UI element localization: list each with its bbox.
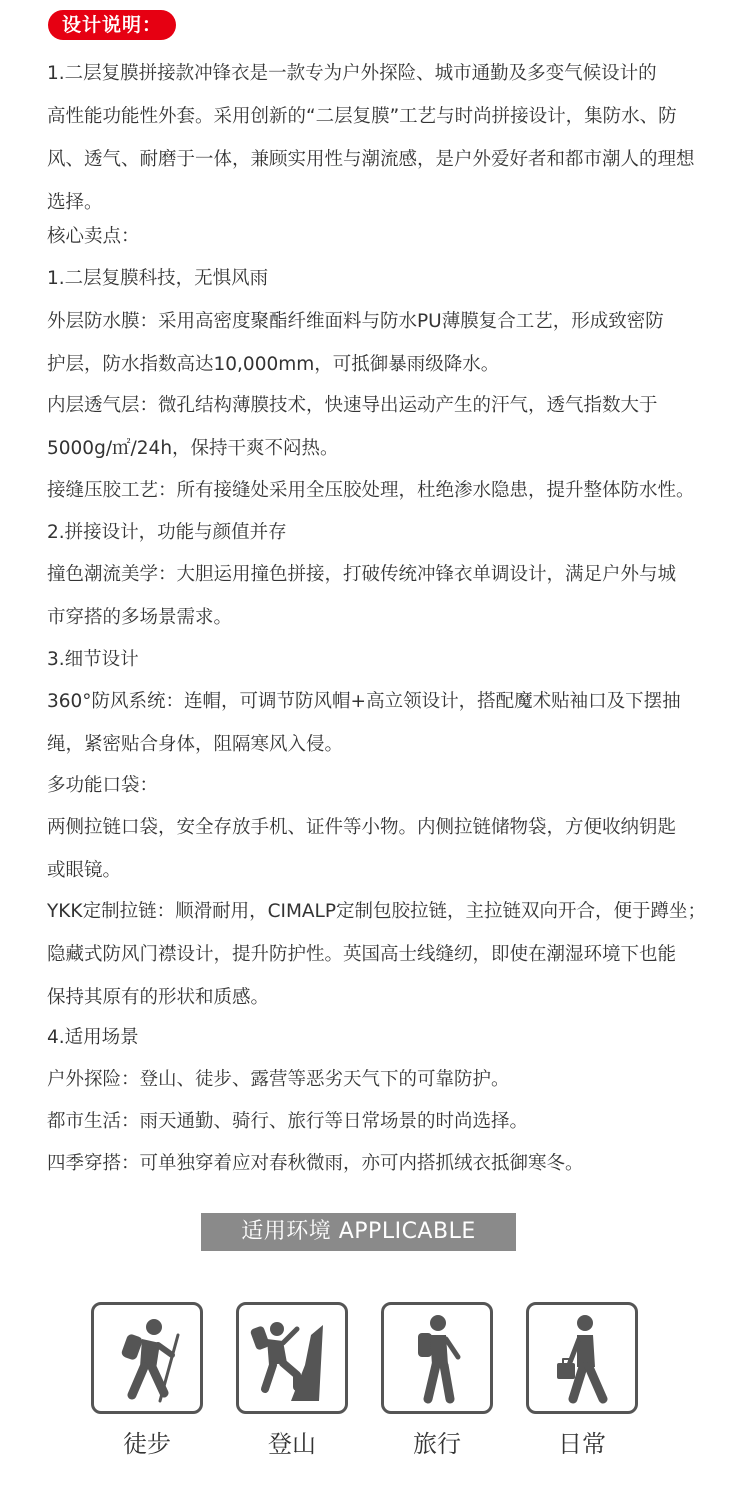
- outdoor-paragraph: [47, 1058, 717, 1101]
- text-line: 核心卖点：: [47, 226, 140, 247]
- pockets-paragraph: [47, 806, 717, 892]
- scene-daily: [526, 1302, 638, 1458]
- text-line: 绳，紧密贴合身体，阻隔寒风入侵。: [47, 734, 344, 755]
- text-line: 四季穿搭：可单独穿着应对春秋微雨，亦可内搭抓绒衣抵御寒冬。: [47, 1153, 584, 1174]
- zipper-paragraph: [47, 890, 717, 1019]
- scene-hiking: [91, 1302, 203, 1458]
- core-selling-points-heading: [47, 215, 717, 258]
- traveling-icon: [384, 1305, 490, 1411]
- text-line: 选择。: [47, 192, 103, 213]
- text-line: 都市生活：雨天通勤、骑行、旅行等日常场景的时尚选择。: [47, 1111, 529, 1132]
- scene-traveling: [381, 1302, 493, 1458]
- urban-paragraph: [47, 1100, 717, 1143]
- scene-frame: [526, 1302, 638, 1414]
- text-line: 两侧拉链口袋，安全存放手机、证件等小物。内侧拉链储物袋，方便收纳钥匙: [47, 817, 677, 838]
- text-line: 户外探险：登山、徒步、露营等恶劣天气下的可靠防护。: [47, 1069, 510, 1090]
- windproof-paragraph: [47, 680, 717, 766]
- scene-label: 旅行: [413, 1430, 461, 1458]
- pockets-heading: [47, 764, 717, 807]
- text-line: 高性能功能性外套。采用创新的“二层复膜”工艺与时尚拼接设计，集防水、防: [47, 106, 677, 127]
- seasons-paragraph: [47, 1142, 717, 1185]
- seam-taping-paragraph: [47, 469, 717, 512]
- text-line: 护层，防水指数高达10,000mm，可抵御暴雨级降水。: [47, 354, 500, 375]
- scene-label: 日常: [558, 1430, 606, 1458]
- text-line: 撞色潮流美学：大胆运用撞色拼接，打破传统冲锋衣单调设计，满足户外与城: [47, 564, 677, 585]
- text-line: 360°防风系统：连帽，可调节防风帽+高立领设计，搭配魔术贴袖口及下摆抽: [47, 691, 681, 712]
- text-line: 市穿搭的多场景需求。: [47, 607, 233, 628]
- scene-frame: [236, 1302, 348, 1414]
- text-line: 2.拼接设计，功能与颜值并存: [47, 522, 287, 543]
- text-line: 内层透气层：微孔结构薄膜技术，快速导出运动产生的汗气，透气指数大于: [47, 395, 658, 416]
- scene-climbing: [236, 1302, 348, 1458]
- text-line: 5000g/㎡/24h，保持干爽不闷热。: [47, 438, 339, 459]
- text-line: 1.二层复膜科技，无惧风雨: [47, 268, 269, 289]
- text-line: YKK定制拉链：顺滑耐用，CIMALP定制包胶拉链，主拉链双向开合，便于蹲坐；: [47, 901, 707, 922]
- text-line: 4.适用场景: [47, 1027, 139, 1048]
- text-line: 1.二层复膜拼接款冲锋衣是一款专为户外探险、城市通勤及多变气候设计的: [47, 63, 657, 84]
- intro-paragraph: [47, 52, 717, 224]
- section-heading-2: [47, 511, 717, 554]
- text-line: 3.细节设计: [47, 649, 139, 670]
- color-block-paragraph: [47, 553, 717, 639]
- text-line: 保持其原有的形状和质感。: [47, 987, 270, 1008]
- scene-label: 登山: [268, 1430, 316, 1458]
- design-notes-badge: 设计说明：: [48, 10, 176, 40]
- text-line: 接缝压胶工艺：所有接缝处采用全压胶处理，杜绝渗水隐患，提升整体防水性。: [47, 480, 695, 501]
- section-heading-3: [47, 638, 717, 681]
- applicable-banner: 适用环境 APPLICABLE: [201, 1213, 516, 1251]
- climbing-icon: [239, 1305, 345, 1411]
- text-line: 或眼镜。: [47, 860, 122, 881]
- text-line: 隐藏式防风门襟设计，提升防护性。英国高士线缝纫，即使在潮湿环境下也能: [47, 944, 677, 965]
- text-line: 外层防水膜：采用高密度聚酯纤维面料与防水PU薄膜复合工艺，形成致密防: [47, 311, 664, 332]
- daily-walking-icon: [529, 1305, 635, 1411]
- text-line: 多功能口袋：: [47, 775, 159, 796]
- outer-membrane-paragraph: [47, 300, 717, 386]
- text-line: 风、透气、耐磨于一体，兼顾实用性与潮流感，是户外爱好者和都市潮人的理想: [47, 149, 695, 170]
- scene-label: 徒步: [123, 1430, 171, 1458]
- scene-frame: [381, 1302, 493, 1414]
- inner-breathable-paragraph: [47, 384, 717, 470]
- hiking-icon: [94, 1305, 200, 1411]
- section-heading-4: [47, 1016, 717, 1059]
- section-heading-1: [47, 257, 717, 300]
- scene-frame: [91, 1302, 203, 1414]
